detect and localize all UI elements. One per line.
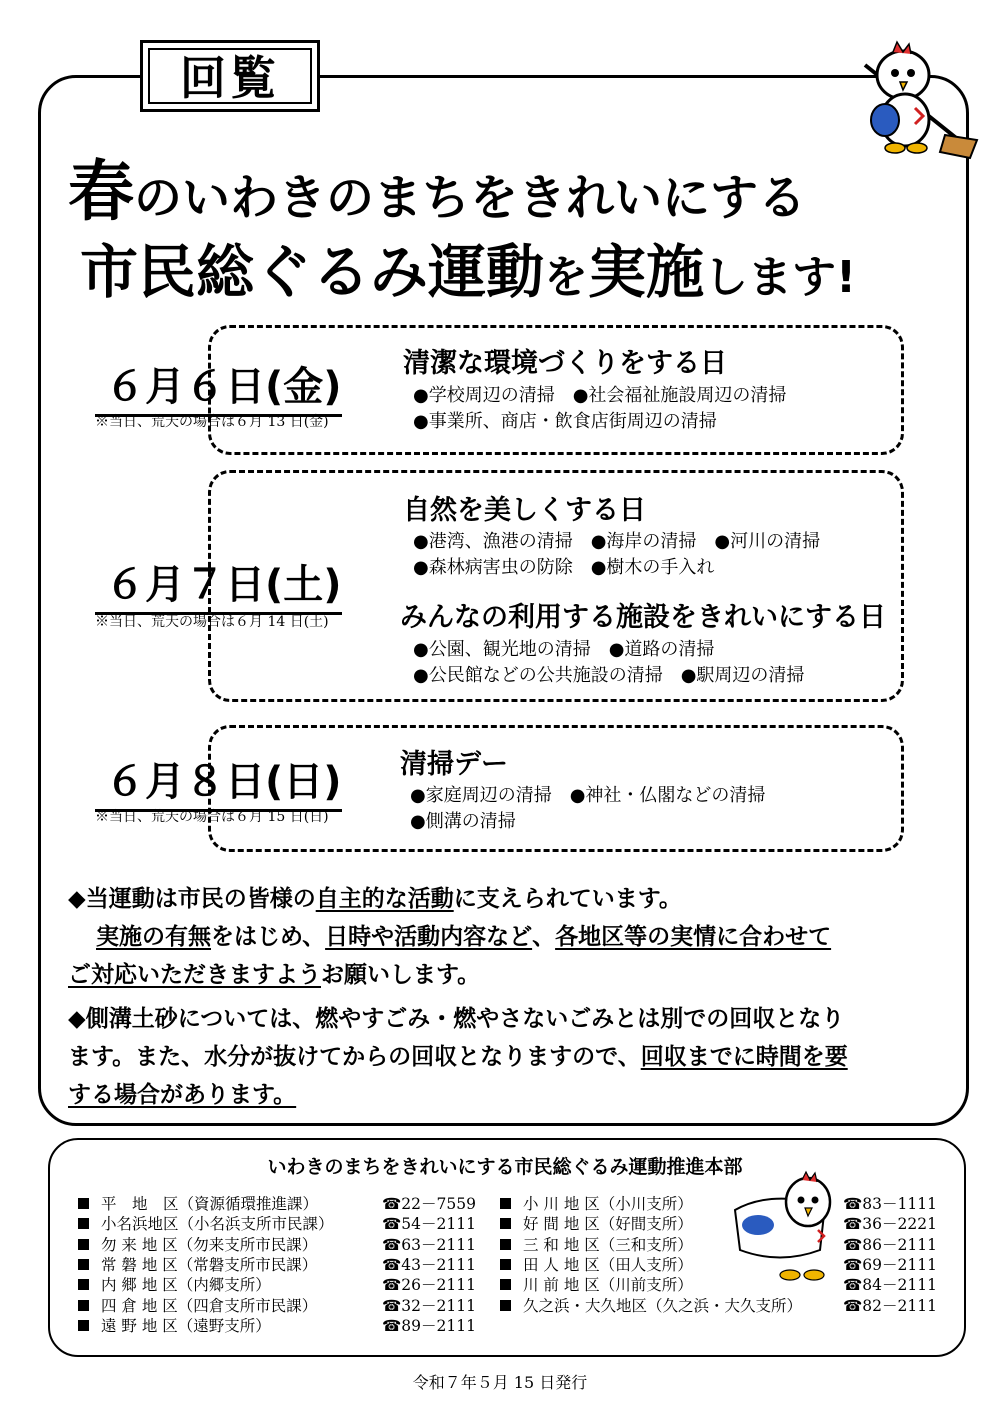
text: お願いします。 xyxy=(321,962,481,988)
district-office: 久之浜・大久地区（久之浜・大久支所） xyxy=(523,1296,803,1315)
district-office: 遠 野 地 区（遠野支所） xyxy=(101,1316,271,1335)
square-bullet-icon xyxy=(78,1218,89,1229)
square-bullet-icon xyxy=(500,1239,511,1250)
square-bullet-icon xyxy=(500,1279,511,1290)
contact-row xyxy=(78,1316,476,1336)
district-office: 三 和 地 区（三和支所） xyxy=(523,1235,693,1254)
square-bullet-icon xyxy=(500,1198,511,1209)
headline-campaign: 市民総ぐるみ運動 xyxy=(80,238,545,306)
text: ます。また、水分が抜けてからの回収となりますので、 xyxy=(68,1044,641,1070)
headline-line1-text: のいわきのまちをきれいにする xyxy=(134,170,807,226)
activity-item: ●家庭周辺の清掃 ●神社・仏閣などの清掃 xyxy=(410,785,766,806)
contact-title: いわきのまちをきれいにする市民総ぐるみ運動推進本部 xyxy=(267,1156,743,1178)
headline-season: 春 xyxy=(68,152,134,230)
contact-row xyxy=(78,1214,476,1234)
text: をはじめ、 xyxy=(211,924,326,950)
emphasis: 日時や活動内容など xyxy=(325,924,533,950)
emphasis: 回収までに時間を要 xyxy=(640,1044,848,1070)
activity-item: ●公園、観光地の清掃 ●道路の清掃 xyxy=(413,639,715,660)
emphasis: ご対応いただきますよう xyxy=(68,962,321,988)
emphasis: 実施の有無 xyxy=(96,924,211,950)
contact-row xyxy=(78,1255,476,1275)
rain-date-note: ※当日、荒天の場合は６月 14 日(土) xyxy=(95,614,329,630)
contact-row xyxy=(500,1296,937,1316)
issue-date: 令和７年５月 15 日発行 xyxy=(412,1373,588,1392)
schedule-date: ６月７日(土) xyxy=(95,553,342,615)
text: に支えられています。 xyxy=(453,886,682,912)
square-bullet-icon xyxy=(500,1300,511,1311)
square-bullet-icon xyxy=(500,1218,511,1229)
activity-list xyxy=(413,383,786,435)
activity-item: ●事業所、商店・飲食店街周辺の清掃 xyxy=(413,411,717,432)
notice-paragraph-2 xyxy=(68,1000,948,1114)
district-office: 川 前 地 区（川前支所） xyxy=(523,1276,693,1295)
square-bullet-icon xyxy=(78,1239,89,1250)
schedule-date: ６月６日(金) xyxy=(95,355,342,417)
phone-number: ☎43－2111 xyxy=(382,1255,476,1274)
activity-title: 清掃デー xyxy=(400,749,508,780)
contact-row xyxy=(78,1275,476,1295)
square-bullet-icon xyxy=(78,1259,89,1270)
phone-number: ☎82－2111 xyxy=(843,1296,937,1315)
circulation-label: 回覧 xyxy=(148,48,312,104)
square-bullet-icon xyxy=(78,1279,89,1290)
mascot-flag-illustration xyxy=(730,1170,840,1285)
contact-row xyxy=(500,1255,937,1275)
contact-row xyxy=(500,1214,937,1234)
phone-number: ☎26－2111 xyxy=(382,1276,476,1295)
district-office: 内 郷 地 区（内郷支所） xyxy=(101,1276,271,1295)
rain-date-note: ※当日、荒天の場合は６月 13 日(金) xyxy=(95,414,329,430)
activity-title: みんなの利用する施設をきれいにする日 xyxy=(400,602,886,633)
activity-item: ●港湾、漁港の清掃 ●海岸の清掃 ●河川の清掃 xyxy=(413,531,821,552)
square-bullet-icon xyxy=(78,1300,89,1311)
contact-row xyxy=(500,1275,937,1295)
rain-date-note: ※当日、荒天の場合は６月 15 日(日) xyxy=(95,809,329,825)
headline-implement: 実施 xyxy=(588,238,705,306)
phone-number: ☎89－2111 xyxy=(382,1316,476,1335)
phone-number: ☎36－2221 xyxy=(843,1215,937,1234)
phone-number: ☎54－2111 xyxy=(382,1215,476,1234)
contact-row xyxy=(78,1194,476,1214)
phone-number: ☎22－7559 xyxy=(382,1195,476,1213)
phone-number: ☎32－2111 xyxy=(382,1296,476,1315)
emphasis: 各地区等の実情に合わせて xyxy=(555,924,832,950)
text: 、 xyxy=(532,924,556,950)
notice-paragraph-1 xyxy=(68,880,948,994)
emphasis: 自主的な活動 xyxy=(315,886,454,912)
phone-number: ☎83－1111 xyxy=(843,1195,937,1213)
phone-number: ☎63－2111 xyxy=(382,1235,476,1254)
circulation-label-box xyxy=(140,40,320,112)
headline-line2 xyxy=(80,225,960,309)
activity-item: ●学校周辺の清掃 ●社会福祉施設周辺の清掃 xyxy=(413,385,787,406)
district-office: 田 人 地 区（田人支所） xyxy=(523,1255,693,1274)
activity-list xyxy=(413,637,804,689)
schedule-date: ６月８日(日) xyxy=(95,750,342,812)
activity-title: 自然を美しくする日 xyxy=(403,495,646,526)
activity-item: ●森林病害虫の防除 ●樹木の手入れ xyxy=(413,557,715,578)
district-office: 勿 来 地 区（勿来支所市民課） xyxy=(101,1235,318,1254)
district-office: 小名浜地区（小名浜支所市民課） xyxy=(101,1215,334,1234)
activity-title: 清潔な環境づくりをする日 xyxy=(403,348,727,379)
contact-row xyxy=(78,1235,476,1255)
contact-row xyxy=(500,1194,937,1214)
district-office: 好 間 地 区（好間支所） xyxy=(523,1215,693,1234)
headline-particle: を xyxy=(544,252,589,303)
contact-row xyxy=(78,1296,476,1316)
activity-list xyxy=(410,783,765,835)
text: ◆側溝土砂については、燃やすごみ・燃やさないごみとは別での回収となり xyxy=(68,1006,845,1032)
activity-list xyxy=(413,529,820,581)
square-bullet-icon xyxy=(78,1198,89,1209)
headline-suffix: します! xyxy=(704,252,857,303)
activity-item: ●公民館などの公共施設の清掃 ●駅周辺の清掃 xyxy=(413,665,805,686)
phone-number: ☎69－2111 xyxy=(843,1255,937,1274)
district-office: 四 倉 地 区（四倉支所市民課） xyxy=(101,1296,318,1315)
district-office: 小 川 地 区（小川支所） xyxy=(523,1195,693,1213)
square-bullet-icon xyxy=(78,1320,89,1331)
activity-item: ●側溝の清掃 xyxy=(410,811,516,832)
district-office: 常 磐 地 区（常磐支所市民課） xyxy=(101,1255,318,1274)
emphasis: する場合があります。 xyxy=(68,1082,297,1108)
district-office: 平 地 区（資源循環推進課） xyxy=(101,1195,319,1213)
phone-number: ☎84－2111 xyxy=(843,1276,937,1295)
square-bullet-icon xyxy=(500,1259,511,1270)
phone-number: ☎86－2111 xyxy=(843,1235,937,1254)
headline-line1 xyxy=(68,138,888,233)
text: ◆当運動は市民の皆様の xyxy=(68,886,316,912)
contact-row xyxy=(500,1235,937,1255)
